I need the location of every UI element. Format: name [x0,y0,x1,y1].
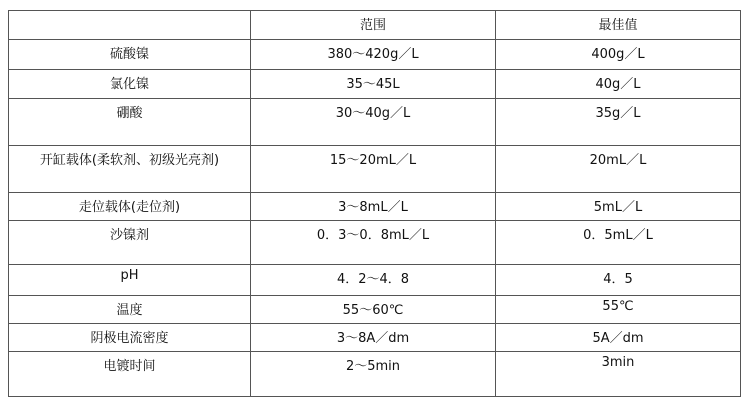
optimal-cell: 20mL／L [496,146,741,193]
table-row [9,352,741,397]
table-row [9,221,741,265]
range-cell: 380～420g／L [251,40,496,70]
header-cell-item [9,11,251,40]
item-cell: 阴极电流密度 [9,324,251,352]
item-cell: 走位载体(走位剂) [9,193,251,221]
table-row [9,193,741,221]
item-cell: 电镀时间 [9,352,251,397]
item-cell: 氯化镍 [9,70,251,99]
range-cell: 0．3～0．8mL／L [251,221,496,265]
range-cell: 15～20mL／L [251,146,496,193]
optimal-cell: 0．5mL／L [496,221,741,265]
range-cell: 35～45L [251,70,496,99]
table-header-row [9,11,741,40]
item-cell: 开缸载体(柔软剂、初级光亮剂) [9,146,251,193]
optimal-cell: 5A／dm [496,324,741,352]
table-row [9,296,741,324]
item-cell: 温度 [9,296,251,324]
table-row [9,99,741,146]
table-row [9,70,741,99]
range-cell: 3～8A／dm [251,324,496,352]
item-cell: 硼酸 [9,99,251,146]
range-cell: 4．2～4．8 [251,265,496,296]
header-cell-range: 范围 [251,11,496,40]
item-cell: 沙镍剂 [9,221,251,265]
plating-parameters-table [8,10,741,397]
table-row [9,146,741,193]
item-cell: pH [9,265,251,296]
range-cell: 30～40g／L [251,99,496,146]
optimal-cell: 35g／L [496,99,741,146]
range-cell: 3～8mL／L [251,193,496,221]
table-row [9,265,741,296]
optimal-cell: 5mL／L [496,193,741,221]
table-row [9,40,741,70]
table-row [9,324,741,352]
optimal-cell: 55℃ [496,296,741,324]
item-cell: 硫酸镍 [9,40,251,70]
range-cell: 2～5min [251,352,496,397]
header-cell-optimal: 最佳值 [496,11,741,40]
optimal-cell: 400g／L [496,40,741,70]
range-cell: 55～60℃ [251,296,496,324]
optimal-cell: 3min [496,352,741,397]
optimal-cell: 4．5 [496,265,741,296]
optimal-cell: 40g／L [496,70,741,99]
